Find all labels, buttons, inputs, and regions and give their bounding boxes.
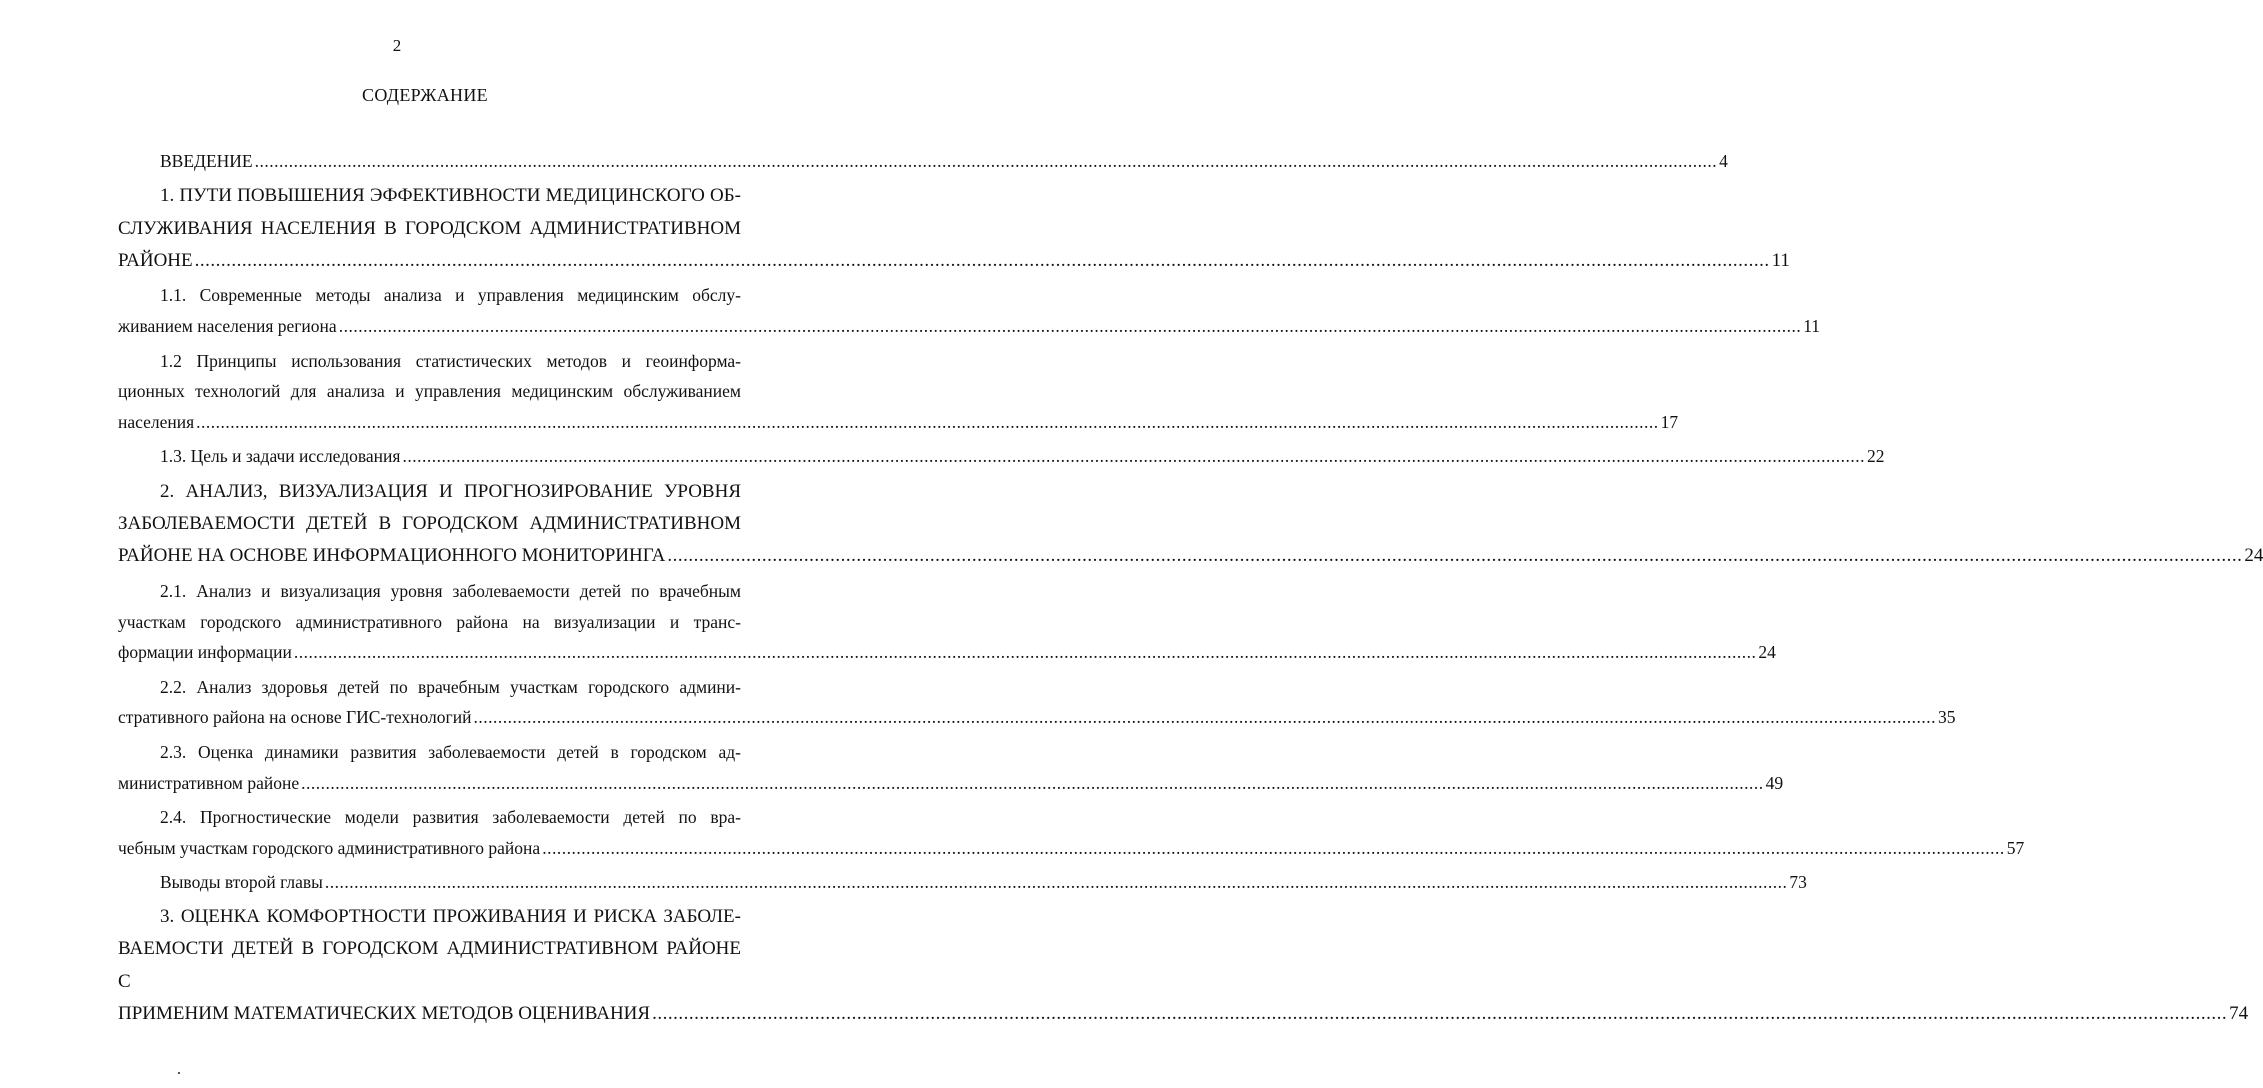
- dot-leader: ............................................................................................................................................................................................................................................................................................................: [293, 642, 1757, 663]
- toc-entry-title: живанием населения региона: [118, 316, 337, 337]
- toc-entry: [118, 346, 1679, 438]
- toc-entry: [118, 476, 2263, 573]
- toc-entry: [118, 901, 2249, 1030]
- toc-entry-line: 3. ОЦЕНКА КОМФОРТНОСТИ ПРОЖИВАНИЯ И РИСКА ЗАБОЛЕ-: [160, 906, 741, 928]
- toc-entry-title: ВВЕДЕНИЕ: [160, 151, 253, 171]
- toc-entry-page-number: 22: [1866, 446, 1885, 467]
- toc-entry: [118, 441, 1885, 472]
- toc-entry-title: РАЙОНЕ НА ОСНОВЕ ИНФОРМАЦИОННОГО МОНИТОРИНГА: [118, 545, 666, 567]
- dot-leader: ............................................................................................................................................................................................................................................................................................................: [196, 412, 1659, 433]
- toc-entry-page-number: 4: [1719, 151, 1728, 171]
- toc-entry-line: 2.1. Анализ и визуализация уровня заболеваемости детей по врачебным: [160, 580, 741, 601]
- toc-entry-page-number: 73: [1789, 871, 1807, 892]
- toc-entry-line: СЛУЖИВАНИЯ НАСЕЛЕНИЯ В ГОРОДСКОМ АДМИНИСТРАТИВНОМ: [118, 217, 741, 239]
- toc-entry: [118, 280, 1821, 342]
- dot-leader: ............................................................................................................................................................................................................................................................................................................: [338, 316, 1802, 337]
- dot-leader: ............................................................................................................................................................................................................................................................................................................: [542, 837, 2005, 858]
- toc-entry-line: 2.2. Анализ здоровья детей по врачебным участкам городского админи-: [160, 676, 741, 697]
- toc-entry-leader-line: [118, 540, 2263, 572]
- toc-entry-line: 2. АНАЛИЗ, ВИЗУАЛИЗАЦИЯ И ПРОГНОЗИРОВАНИЕ УРОВНЯ: [160, 480, 741, 502]
- dot-leader: ............................................................................................................................................................................................................................................................................................................: [254, 151, 1718, 171]
- toc-entry-line: 2.3. Оценка динамики развития заболеваемости детей в городском ад-: [160, 741, 741, 762]
- toc-entry: [118, 146, 1728, 177]
- toc-entry-leader-line: [118, 768, 1784, 799]
- toc-entry-title: министративном районе: [118, 772, 300, 793]
- dot-leader: ............................................................................................................................................................................................................................................................................................................: [301, 772, 1764, 793]
- toc-entry-title: Выводы второй главы: [160, 871, 323, 892]
- toc-entry-leader-line: [118, 833, 2025, 864]
- toc-entry-leader-line: [118, 867, 1807, 898]
- toc-entry-title: чебным участкам городского административного района: [118, 837, 541, 858]
- dot-leader: ............................................................................................................................................................................................................................................................................................................: [402, 446, 1865, 467]
- toc-entry-line: ЗАБОЛЕВАЕМОСТИ ДЕТЕЙ В ГОРОДСКОМ АДМИНИСТРАТИВНОМ: [118, 512, 741, 534]
- toc-entry-line: 2.4. Прогностические модели развития заболеваемости детей по вра-: [160, 806, 741, 827]
- toc-entry: [118, 867, 1807, 898]
- toc-entry-leader-line: [118, 311, 1821, 342]
- toc-entry: [118, 576, 1776, 668]
- toc-entry-leader-line: [118, 407, 1679, 438]
- toc-entry-line: ВАЕМОСТИ ДЕТЕЙ В ГОРОДСКОМ АДМИНИСТРАТИВНОМ РАЙОНЕ С: [118, 938, 741, 992]
- toc-entry-leader-line: [118, 637, 1776, 668]
- toc-entry-title: ПРИМЕНИМ МАТЕМАТИЧЕСКИХ МЕТОДОВ ОЦЕНИВАНИЯ: [118, 1002, 651, 1024]
- toc-entry: [118, 672, 1956, 734]
- toc-entry-leader-line: [118, 998, 2249, 1030]
- toc-entry-title: стративного района на основе ГИС-технологий: [118, 707, 472, 728]
- toc-entry-page-number: 74: [2229, 1002, 2249, 1024]
- dot-leader: ............................................................................................................................................................................................................................................................................................................: [652, 1002, 2228, 1024]
- toc-entry-line: ционных технологий для анализа и управления медицинским обслуживанием: [118, 381, 741, 402]
- toc-entry-page-number: 49: [1765, 772, 1784, 793]
- toc-entry-page-number: 57: [2006, 837, 2025, 858]
- toc-entry-title: 1.3. Цель и задачи исследования: [160, 446, 401, 467]
- toc-entry-line: участкам городского административного района на визуализации и транс-: [118, 611, 741, 632]
- toc-entry-title: населения: [118, 412, 195, 433]
- toc-title: СОДЕРЖАНИЕ: [362, 85, 488, 105]
- toc-entry-leader-line: [118, 245, 1790, 277]
- toc-entry-page-number: 24: [1758, 642, 1776, 663]
- toc-entry-title: РАЙОНЕ: [118, 249, 193, 271]
- toc-entry-page-number: 35: [1937, 707, 1956, 728]
- dot-leader: ............................................................................................................................................................................................................................................................................................................: [194, 249, 1770, 271]
- toc-entry-line: 1. ПУТИ ПОВЫШЕНИЯ ЭФФЕКТИВНОСТИ МЕДИЦИНСКОГО ОБ-: [160, 185, 741, 207]
- toc-entry-page-number: 24: [2244, 545, 2263, 567]
- scan-mark: [178, 1072, 180, 1074]
- toc-entry: [118, 802, 2025, 864]
- toc-entry: [118, 180, 1790, 277]
- toc-entry-line: 1.1. Современные методы анализа и управления медицинским обслу-: [160, 285, 741, 306]
- toc-entry-page-number: 11: [1803, 316, 1821, 337]
- toc-entry-title: формации информации: [118, 642, 292, 663]
- toc-entry: [118, 737, 1784, 799]
- toc-entry-leader-line: [118, 702, 1956, 733]
- toc-entry-leader-line: [118, 146, 1728, 177]
- page-number: 2: [392, 36, 402, 55]
- dot-leader: ............................................................................................................................................................................................................................................................................................................: [473, 707, 1936, 728]
- toc-entry-page-number: 11: [1771, 249, 1790, 271]
- toc-entry-page-number: 17: [1660, 412, 1679, 433]
- toc-entry-leader-line: [118, 441, 1885, 472]
- table-of-contents: [118, 146, 2263, 1034]
- toc-entry-line: 1.2 Принципы использования статистических методов и геоинформа-: [160, 350, 741, 371]
- dot-leader: ............................................................................................................................................................................................................................................................................................................: [667, 545, 2243, 567]
- dot-leader: ............................................................................................................................................................................................................................................................................................................: [324, 871, 1788, 892]
